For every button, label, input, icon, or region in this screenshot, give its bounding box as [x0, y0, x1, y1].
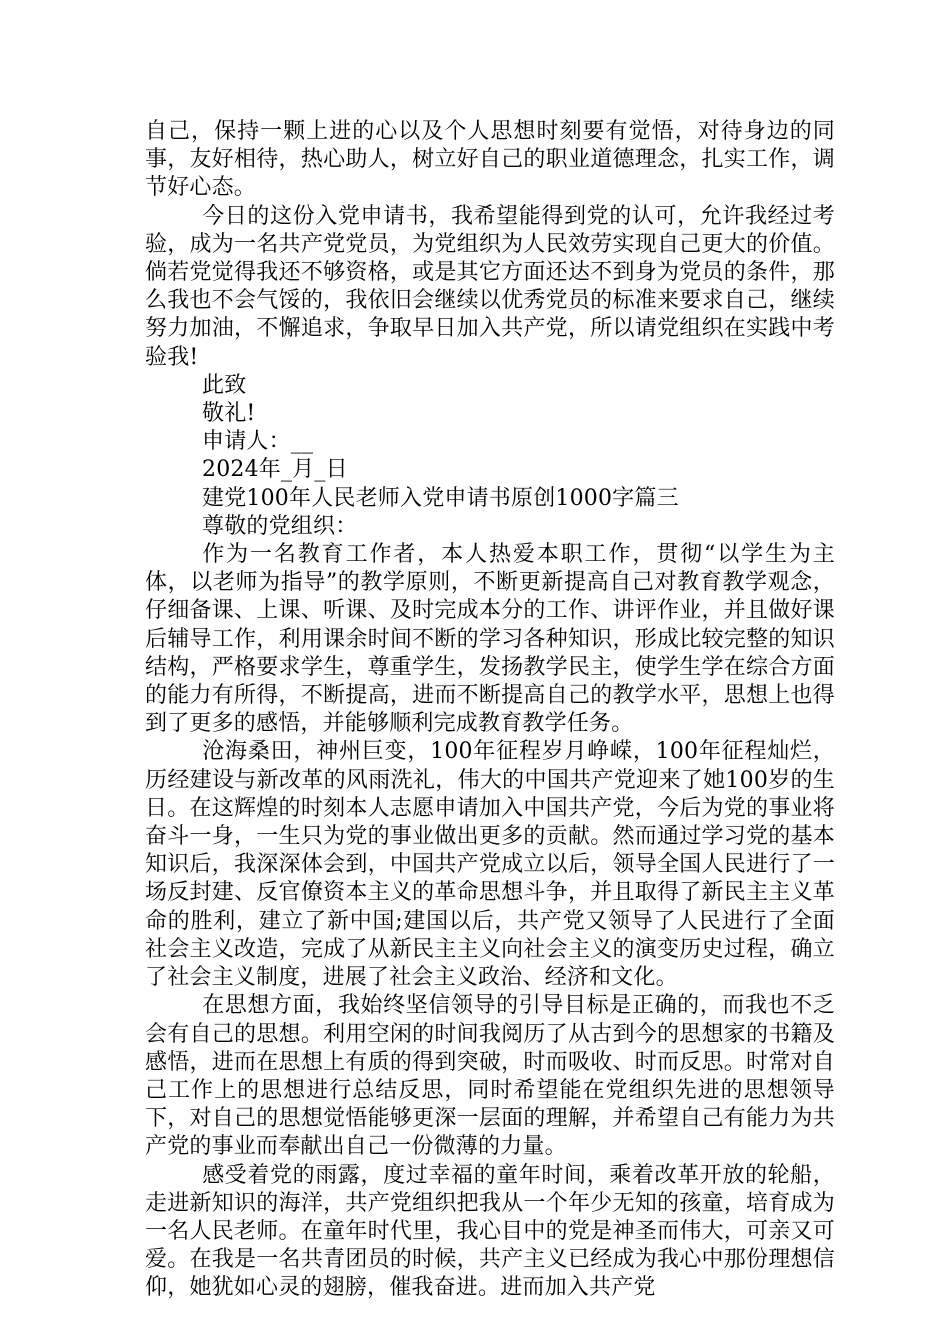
paragraph-thoughts: 在思想方面，我始终坚信领导的引导目标是正确的，而我也不乏会有自己的思想。利用空闲的时间我阅历了从古到今的思想家的书籍及感悟，进而在思想上有质的得到突破，时而吸收、时而反思。时常对自己工作上的思想进行总结反思，同时希望能在党组织先进的思想领导下，对自己的思想觉悟能够更深一层面的理解，并希望自己有能力为共产党的事业而奉献出自己一份微薄的力量。: [145, 993, 835, 1160]
paragraph-party-history: 沧海桑田，神州巨变，100年征程岁月峥嵘，100年征程灿烂，历经建设与新改革的风雨洗礼，伟大的中国共产党迎来了她100岁的生日。在这辉煌的时刻本人志愿申请加入中国共产党，今后为党的事业将奋斗一身，一生只为党的事业做出更多的贡献。然而通过学习党的基本知识后，我深深体会到，中国共产党成立以后，领导全国人民进行了一场反封建、反官僚资本主义的革命思想斗争，并且取得了新民主主义革命的胜利，建立了新中国;建国以后，共产党又领导了人民进行了全面社会主义改造，完成了从新民主主义向社会主义的演变历史过程，确立了社会主义制度，进展了社会主义政治、经济和文化。: [145, 739, 835, 991]
closing-regards: 敬礼!: [202, 401, 256, 427]
date-line: 2024年_月_日: [202, 457, 348, 483]
paragraph-teaching-work: 作为一名教育工作者，本人热爱本职工作，贯彻“以学生为主体，以老师为指导”的教学原则，不断更新提高自己对教育教学观念，仔细备课、上课、听课、及时完成本分的工作、讲评作业，并且做好课后辅导工作，利用课余时间不断的学习各种知识，形成比较完整的知识结构，严格要求学生，尊重学生，发扬教学民主，使学生学在综合方面的能力有所得，不断提高，进而不断提高自己的教学水平，思想上也得到了更多的感悟，并能够顺利完成教育教学任务。: [145, 542, 835, 737]
paragraph-childhood: 感受着党的雨露，度过幸福的童年时间，乘着改革开放的轮船，走进新知识的海洋，共产党组织把我从一个年少无知的孩童，培育成为一名人民老师。在童年时代里，我心目中的党是神圣而伟大，可亲又可爱。在我是一名共青团员的时候，共产主义已经成为我心中那份理想信仰，她犹如心灵的翅膀，催我奋进。进而加入共产党: [145, 1162, 835, 1301]
paragraph-continuation: 自己，保持一颗上进的心以及个人思想时刻要有觉悟，对待身边的同事，友好相待，热心助人，树立好自己的职业道德理念，扎实工作，调节好心态。: [145, 119, 835, 201]
paragraph-application-conclusion: 今日的这份入党申请书，我希望能得到党的认可，允许我经过考验，成为一名共产党党员，为党组织为人民效劳实现自己更大的价值。倘若党觉得我还不够资格，或是其它方面还达不到身为党员的条件，那么我也不会气馁的，我依旧会继续以优秀党员的标准来要求自己，继续努力加油，不懈追求，争取早日加入共产党，所以请党组织在实践中考验我!: [145, 203, 835, 370]
applicant-line: 申请人：__: [202, 429, 314, 455]
document-body: [145, 118, 835, 1303]
closing-salutation: 此致: [202, 372, 247, 398]
section-title: 建党100年人民老师入党申请书原创1000字篇三: [202, 485, 679, 511]
greeting-line: 尊敬的党组织：: [202, 513, 358, 539]
